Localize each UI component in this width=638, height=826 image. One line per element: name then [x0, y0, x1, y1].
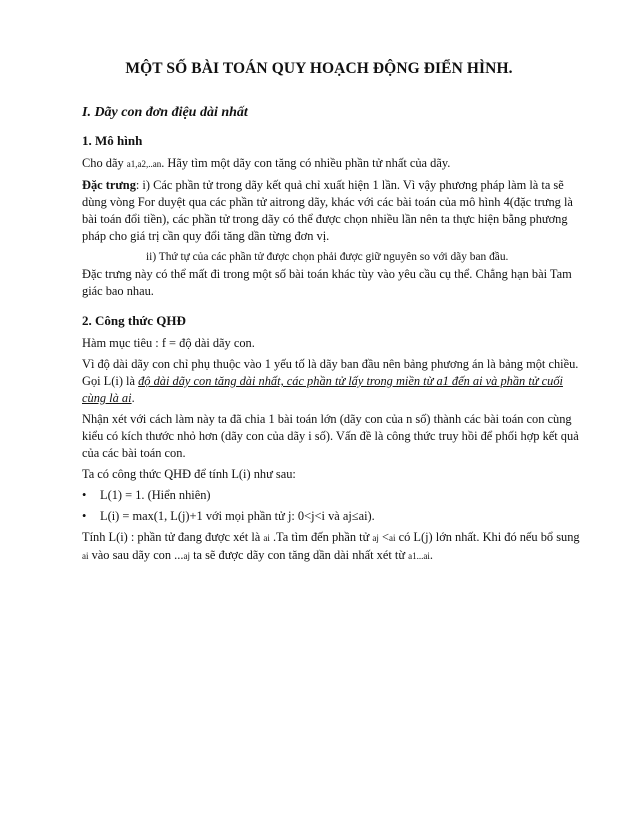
paragraph-split: Nhận xét với cách làm này ta đã chia 1 bài toán lớn (dãy con của n số) thành các bài toán con cùng kiểu có kích thước nhỏ hơn (dãy con của dãy i số). Vấn đề là công thức truy hồi để phối hợp kết quả của các bài toán con.: [82, 412, 579, 460]
bullet-icon: •: [82, 509, 87, 523]
paragraph-characteristic: Đặc trưng: i) Các phần tử trong dãy kết quả chỉ xuất hiện 1 lần. Vì vậy phương pháp làm là ta sẽ dùng vòng For duyệt qua các phần tử aitrong dãy, khác với các bài toán của mô hình 4(đặc trưng là bài toán đổi tiền), các phần tử trong dãy có thể được chọn nhiều lần nên ta thực hiện bằng phương pháp cho giá trị cần quy đổi tăng dần từng đơn vị.: [82, 178, 573, 243]
paragraph-formula-intro: Ta có công thức QHĐ để tính L(i) như sau:: [82, 467, 296, 481]
paragraph-characteristic-note: Đặc trưng này có thể mất đi trong một số bài toán khác tùy vào yêu cầu cụ thể. Chẳng hạn bài Tam giác bao nhau.: [82, 267, 572, 298]
subsection-heading-model: 1. Mô hình: [82, 133, 143, 148]
list-item: • L(1) = 1. (Hiển nhiên): [82, 488, 211, 502]
paragraph-characteristic-ii: ii) Thứ tự của các phần tử được chọn phải được giữ nguyên so với dãy ban đầu.: [146, 251, 509, 263]
subsection-heading-formula: 2. Công thức QHĐ: [82, 313, 186, 328]
characteristic-label: Đặc trưng: [82, 178, 136, 192]
bullet-icon: •: [82, 488, 87, 502]
paragraph-goal: Hàm mục tiêu : f = độ dài dãy con.: [82, 336, 255, 350]
paragraph-compute: Tính L(i) : phần tử đang được xét là ai .Ta tìm đến phần tử aj <ai có L(j) lớn nhất. Khi đó nếu bổ sung ai vào sau dãy con ...aj ta sẽ được dãy con tăng dần dài nhất xét từ a1...ai.: [82, 530, 580, 562]
section-heading: I. Dãy con đơn điệu dài nhất: [82, 105, 248, 120]
paragraph-model: Cho dãy a1,a2,..an. Hãy tìm một dãy con tăng có nhiều phần tử nhất của dãy.: [82, 156, 451, 170]
list-item: • L(i) = max(1, L(j)+1 với mọi phần tử j: 0<j<i và aj≤ai).: [82, 509, 375, 523]
definition-emphasis: độ dài dãy con tăng dài nhất, các phần tử lấy trong miền từ a1 đến ai và phần tử cuối cùng là ai: [82, 374, 563, 405]
page-title: MỘT SỐ BÀI TOÁN QUY HOẠCH ĐỘNG ĐIỂN HÌNH.: [125, 60, 513, 77]
document-body: [82, 104, 582, 569]
paragraph-table: Vì độ dài dãy con chỉ phụ thuộc vào 1 yếu tố là dãy ban đầu nên bảng phương án là bảng một chiều. Gọi L(i) là độ dài dãy con tăng dài nhất, các phần tử lấy trong miền từ a1 đến ai và phần tử cuối cùng là ai.: [82, 357, 579, 405]
